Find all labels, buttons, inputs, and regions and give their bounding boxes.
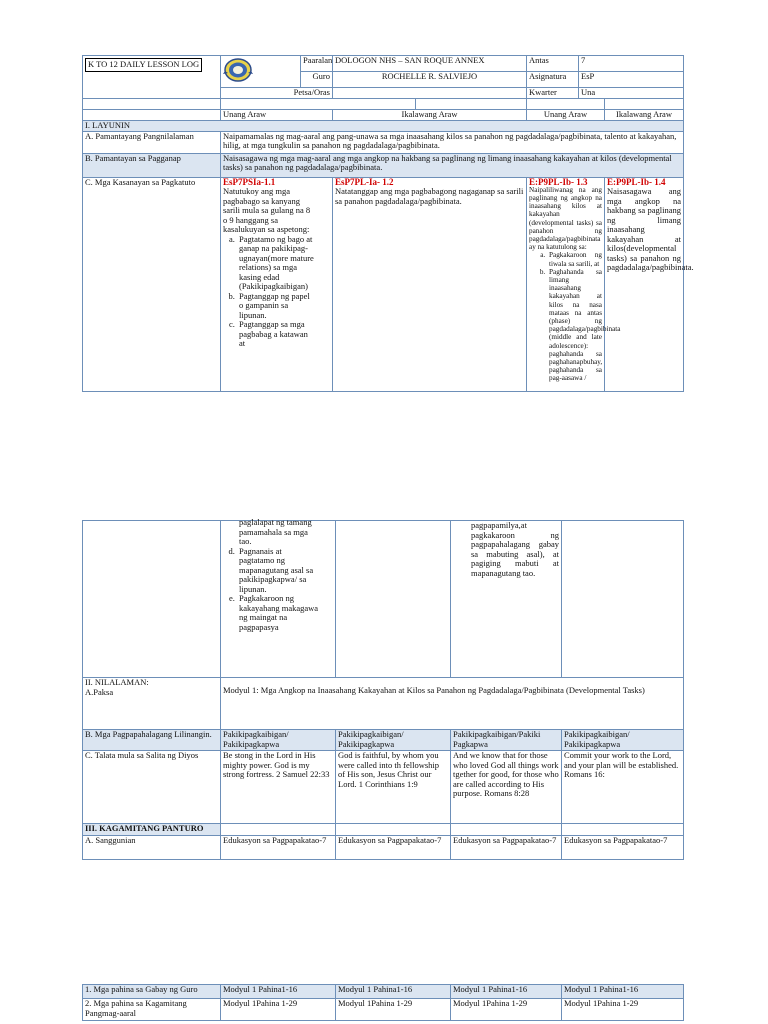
kasanayan-col-3 xyxy=(527,176,621,391)
empty-cell xyxy=(562,824,684,836)
pagpapahalaga-4: Pakikipagkaibigan/ Pakikipagkapwa xyxy=(562,730,684,751)
talata-4: Commit your work to the Lord, and your plan will be established. Romans 16: xyxy=(562,751,684,824)
antas-value: 7 xyxy=(579,56,684,72)
kagamitan-2: Modyul 1Pahina 1-29 xyxy=(336,999,451,1021)
empty-cell xyxy=(83,521,221,678)
asignatura-value: EsP xyxy=(579,71,684,87)
competency-code-3: E:P9PL-Ib- 1.3 xyxy=(529,176,588,187)
lesson-log-table-page2 xyxy=(82,517,684,860)
gabay-guro-label: 1. Mga pahina sa Gabay ng Guro xyxy=(83,985,221,999)
school-seal-icon xyxy=(223,57,253,83)
empty-cell xyxy=(416,98,527,109)
pamantayan-pagganap-text: Naisasagawa ng mga mag-aaral ang mga angkop na hakbang sa paglinang ng limang inaasahang kakayahan at kilos (developmental tasks) sa panahon ng pagdadalaga/pagbibinata. xyxy=(221,153,684,177)
list-item: a. Pagkakaroon ng tiwala sa sarili, at xyxy=(547,251,602,267)
sanggunian-label: A. Sanggunian xyxy=(83,836,221,860)
paaralan-label: Paaralan xyxy=(301,56,333,72)
pamantayan-pagganap-label: B. Pamantayan sa Pagganap xyxy=(83,153,221,177)
day-header-4: Ikalawang Araw xyxy=(605,109,684,120)
kwarter-label: Kwarter xyxy=(527,87,579,98)
kagamitan-1: Modyul 1Pahina 1-29 xyxy=(221,999,336,1021)
competency-text-4: Naisasagawa ang mga angkop na hakbang sa paglinang ng limang inaasahang kakayahan at kilos(developmental tasks) sa panahon ng pagdadalaga/pagbibinata. xyxy=(607,186,694,272)
sanggunian-4: Edukasyon sa Pagpapakatao-7 xyxy=(562,836,684,860)
day-header-3: Unang Araw xyxy=(527,109,605,120)
kwarter-value: Una xyxy=(579,87,684,98)
gabay-guro-2: Modyul 1 Pahina1-16 xyxy=(336,985,451,999)
kasanayan-col-4 xyxy=(605,176,694,391)
list-item: b. Paghahanda sa limang inaasahang kakayahan at kilos na nasa mataas na antas (phase) ng pagdadalaga/pagbibinata (middle and late adolescence): paghahanda sa paghahanapbuhay, paghahanda sa pag-aasawa / xyxy=(547,268,602,383)
list-item: b. Pagtanggap ng papel o gampanin sa lipunan. xyxy=(237,292,316,321)
kagamitan-3: Modyul 1Pahina 1-29 xyxy=(451,999,562,1021)
talata-2: God is faithful, by whom you were called into th fellowship of His son, Jesus Christ our Lord. 1 Corinthians 1:9 xyxy=(336,751,451,824)
kasanayan-col-3-cont xyxy=(451,521,562,678)
competency-list-1 xyxy=(223,235,330,349)
list-item: paglalapat ng tamang pamamahala sa mga tao. xyxy=(239,517,312,546)
empty-cell xyxy=(605,98,684,109)
competency-text-2: Natatanggap ang mga pagbabagong nagaganap sa sarili sa panahon pagdadalaga/pagbibinata. xyxy=(335,186,524,206)
day-header-2: Ikalawang Araw xyxy=(333,109,527,120)
empty-cell xyxy=(336,824,451,836)
pamantayang-pangnilalaman-label: A. Pamantayang Pangnilalaman xyxy=(83,131,221,153)
gabay-guro-1: Modyul 1 Pahina1-16 xyxy=(221,985,336,999)
paaralan-value: DOLOGON NHS – SAN ROQUE ANNEX xyxy=(333,56,527,72)
guro-label: Guro xyxy=(301,71,333,87)
kagamitan-4: Modyul 1Pahina 1-29 xyxy=(562,999,684,1021)
title-cell xyxy=(83,56,221,99)
gabay-guro-4: Modyul 1 Pahina1-16 xyxy=(562,985,684,999)
empty-cell xyxy=(562,521,684,678)
paksa-text: Modyul 1: Mga Angkop na Inaasahang Kakayahan at Kilos sa Panahon ng Pagdadalaga/Pagbibinata (Developmental Tasks) xyxy=(221,678,684,730)
sanggunian-1: Edukasyon sa Pagpapakatao-7 xyxy=(221,836,336,860)
kasanayan-label: C. Mga Kasanayan sa Pagkatuto xyxy=(83,177,221,391)
list-item: a. Pagtatamo ng bago at ganap na pakikipag-ugnayan(more mature relations) sa mga kasing edad (Pakikipagkaibigan) xyxy=(237,235,316,292)
empty-cell xyxy=(83,109,221,120)
competency-text-1: Natutukoy ang mga pagbabago sa kanyang sarili mula sa gulang na 8 o 9 hanggang sa kasalukuyan sa aspetong: xyxy=(223,186,311,234)
section-layunin: I. LAYUNIN xyxy=(83,120,684,131)
petsa-value xyxy=(333,87,527,98)
empty-cell xyxy=(451,824,562,836)
antas-label: Antas xyxy=(527,56,579,72)
petsa-label: Petsa/Oras xyxy=(221,87,333,98)
gabay-guro-3: Modyul 1 Pahina1-16 xyxy=(451,985,562,999)
lesson-log-table-page3 xyxy=(82,984,684,1021)
pagpapahalaga-1: Pakikipagkaibigan/ Pakikipagkapwa xyxy=(221,730,336,751)
asignatura-label: Asignatura xyxy=(527,71,579,87)
kasanayan-col-1 xyxy=(221,177,333,391)
pagpapahalaga-3: Pakikipagkaibigan/Pakiki Pagkapwa xyxy=(451,730,562,751)
competency-code-1: EsP7PSIa-1.1 xyxy=(223,176,276,187)
competency-list-3 xyxy=(529,251,621,383)
empty-cell xyxy=(83,98,221,109)
logo-cell xyxy=(221,56,301,88)
talata-3: And we know that for those who loved God all things work tgether for good, for those who are called according to His purpose. Romans 8:28 xyxy=(451,751,562,824)
competency-text-3-cont: pagpapamilya,at pagkakaroon ng pagpapahalagang gabay sa mabuting asal), at pagiging mabuti at mapanagutang tao. xyxy=(471,520,559,578)
competency-text-3: Naipaliliwanag na ang paglinang ng angkop na inaasahang kilos at kakayahan (developmental tasks) sa panahon ng pagdadalaga/pagbibinata ay na katutulong sa: xyxy=(529,185,602,252)
pamantayang-pangnilalaman-text: Naipamamalas ng mag-aaral ang pang-unawa sa mga inaasahang kilos sa panahon ng pagdadalaga/pagbibinata, talento at kakayahan, hilig, at mga tungkulin sa panahon ng pagdadalaga/pagbibinata. xyxy=(221,131,684,153)
pagpapahalaga-2: Pakikipagkaibigan/ Pakikipagkapwa xyxy=(336,730,451,751)
list-item: d. Pagnanais at pagtatamo ng mapanagutang asal sa pakikipagkapwa/ sa lipunan. xyxy=(237,547,319,595)
doc-title: K TO 12 DAILY LESSON LOG xyxy=(85,58,202,72)
nilalaman-label: II. NILALAMAN: xyxy=(85,677,149,687)
kasanayan-col-1-cont xyxy=(221,517,336,678)
competency-list-1-cont xyxy=(223,518,333,632)
sanggunian-2: Edukasyon sa Pagpapakatao-7 xyxy=(336,836,451,860)
lesson-log-table-page1 xyxy=(82,55,694,392)
kagamitan-panturo-label: III. KAGAMITANG PANTURO xyxy=(83,824,221,836)
empty-cell xyxy=(527,98,605,109)
sanggunian-3: Edukasyon sa Pagpapakatao-7 xyxy=(451,836,562,860)
talata-1: Be stong in the Lord in His mighty power. God is my strong fortress. 2 Samuel 22:33 xyxy=(221,751,336,824)
empty-cell xyxy=(221,824,336,836)
nilalaman-label-cell xyxy=(83,678,221,730)
day-header-1: Unang Araw xyxy=(221,109,333,120)
list-item: e. Pagkakaroon ng kakayahang makagawa ng maingat na pagpapasya xyxy=(237,594,319,632)
kasanayan-col-2 xyxy=(333,177,527,391)
paksa-label: A.Paksa xyxy=(85,686,114,697)
empty-cell xyxy=(221,98,416,109)
empty-cell xyxy=(336,521,451,678)
list-item: c. Pagtanggap sa mga pagbabag a katawan at xyxy=(237,320,316,349)
talata-label: C. Talata mula sa Salita ng Diyos xyxy=(83,751,221,824)
competency-code-2: EsP7PL-Ia- 1.2 xyxy=(335,176,394,187)
competency-code-4: E:P9PL-Ib- 1.4 xyxy=(607,176,666,187)
guro-value: ROCHELLE R. SALVIEJO xyxy=(333,71,527,87)
kagamitan-label: 2. Mga pahina sa Kagamitang Pangmag-aaral xyxy=(83,999,221,1021)
pagpapahalaga-label: B. Mga Pagpapahalagang Lilinangin. xyxy=(83,730,221,751)
